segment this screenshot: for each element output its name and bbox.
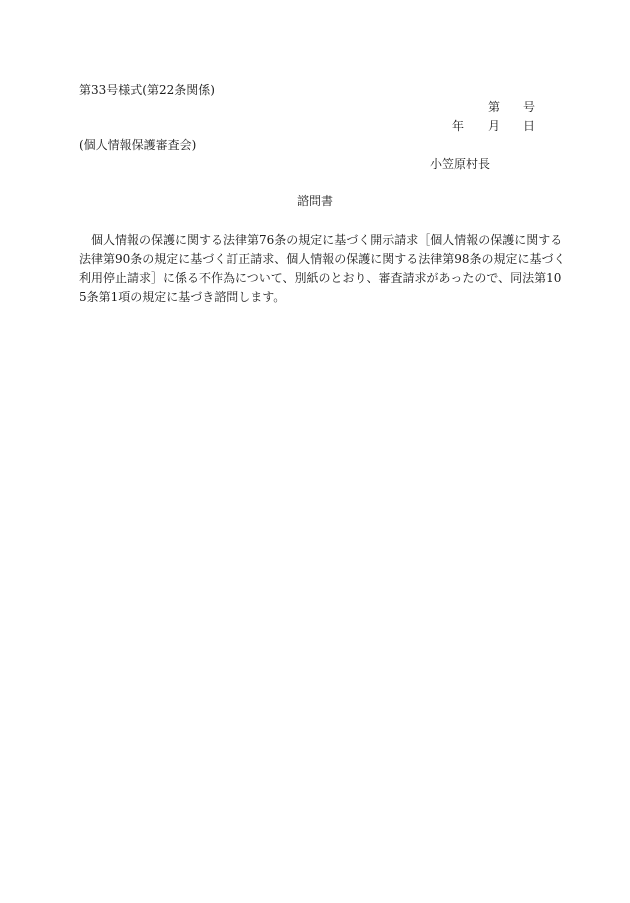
document-number-suffix: 号 (523, 100, 536, 114)
body-line: 法律第90条の規定に基づく訂正請求、個人情報の保護に関する法律第98条の規定に基づく (79, 252, 566, 266)
date-day-label: 日 (523, 119, 536, 133)
date-year-label: 年 (452, 119, 465, 133)
body-line: 5条第1項の規定に基づき諮問します。 (79, 290, 286, 304)
addressee: (個人情報保護審査会) (79, 138, 197, 152)
body-line: 利用停止請求］に係る不作為について、別紙のとおり、審査請求があったので、同法第10 (79, 271, 562, 285)
document-number-prefix: 第 (488, 100, 501, 114)
sender: 小笠原村長 (430, 157, 491, 171)
form-number: 第33号様式(第22条関係) (79, 83, 215, 97)
date-month-label: 月 (488, 119, 501, 133)
document-title: 諮問書 (296, 194, 333, 208)
body-paragraph (79, 231, 566, 307)
body-line: 個人情報の保護に関する法律第76条の規定に基づく開示請求［個人情報の保護に関する (91, 233, 563, 247)
